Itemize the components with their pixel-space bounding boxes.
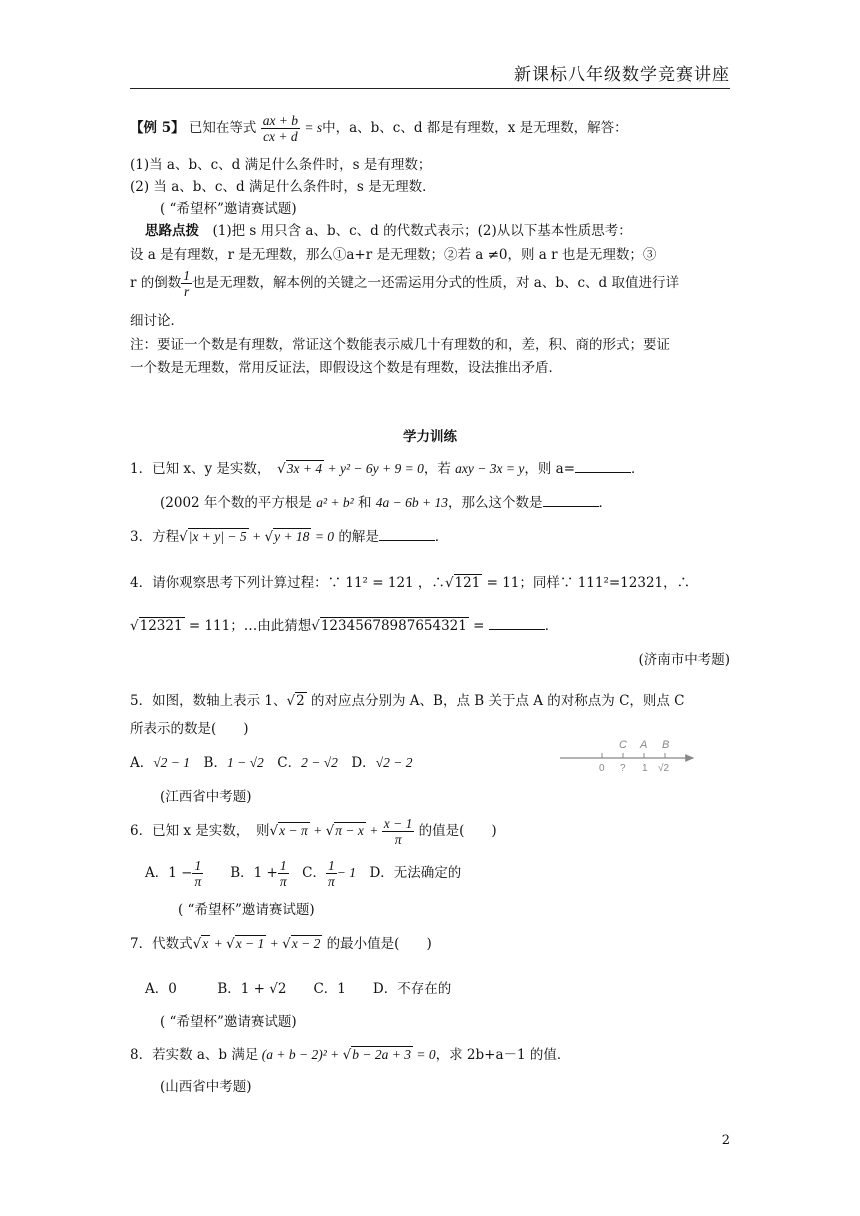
tick-label-q: ? <box>620 763 626 774</box>
problem-6-options: A．1 − $\frac{1}{\pi}$ B．1 + $\frac{1}{\pi}$ C． $\frac{1}{\pi}$ − 1 D．无法确定的 <box>145 858 462 889</box>
problem-4-line-2: √12321 = 111；…由此猜想√12345678987654321 = ． <box>130 618 559 634</box>
label-a: A <box>640 739 648 751</box>
tick-label-sqrt2: √2 <box>658 763 670 774</box>
problem-5-line-2: 所表示的数是( ) <box>130 721 249 737</box>
hint-line-3: r 的倒数 $\frac{1}{r}$ 也是无理数，解本例的关键之一还需运用分式的性质，对 a、b、c、d 取值进行详 <box>130 268 679 299</box>
problem-2: (2002 年个数的平方根是 a² + b² 和 4a − 6b + 13，那么这个数是 ． <box>160 495 613 511</box>
example-q2: (2) 当 a、b、c、d 满足什么条件时，s 是无理数． <box>130 179 436 195</box>
problem-3: 3．方程√|x + y| − 5 + √y + 18 = 0 的解是 ． <box>130 529 449 545</box>
answer-blank <box>543 494 599 507</box>
answer-blank <box>379 528 435 541</box>
stem-fraction: $\frac{ax + b}{cx + d}$ <box>262 113 299 144</box>
hint-line: 思路点拨 (1)把 s 用只含 a、b、c、d 的代数式表示；(2)从以下基本性质思考： <box>145 223 632 239</box>
header-title: 新课标八年级数学竞赛讲座 <box>514 65 730 85</box>
note-line-1: 注：要证一个数是有理数，常证这个数能表示威几十有理数的和，差，积、商的形式；要证 <box>130 337 670 353</box>
problem-1: 1．已知 x、y 是实数， √3x + 4 + y² − 6y + 9 = 0，若 axy − 3x = y，则 a= ． <box>130 461 645 477</box>
header-rule <box>130 88 730 89</box>
problem-4-line-1: 4．请你观察思考下列计算过程：∵ 11² = 121 ，∴√121 = 11；同样∵ 111²=12321，∴ <box>130 575 691 591</box>
hint-line-2: 设 a 是有理数，r 是无理数，那么①a+r 是无理数；②若 a ≠0，则 a r 也是无理数；③ <box>130 247 657 263</box>
example-source: ( “希望杯”邀请赛试题) <box>160 201 297 217</box>
tick-label-0: 0 <box>599 763 605 774</box>
tick-label-1: 1 <box>642 763 648 774</box>
problem-7-options: A．0 B．1 + √2 C．1 D．不存在的 <box>145 981 452 997</box>
answer-blank <box>575 460 631 473</box>
number-line-figure <box>555 733 700 777</box>
label-c: C <box>619 739 627 751</box>
page-number: 2 <box>721 1133 730 1148</box>
problem-4-source: (济南市中考题) <box>638 652 730 668</box>
answer-blank <box>489 617 545 630</box>
problem-6: 6．已知 x 是实数， 则√x − π + √π − x + $\frac{x - 1}{\pi}$ 的值是( ) <box>130 816 497 847</box>
section-title: 学力训练 <box>403 429 457 445</box>
hint-label: 思路点拨 <box>145 223 199 239</box>
hint-line-4: 细讨论． <box>130 313 184 329</box>
problem-5-line-1: 5．如图，数轴上表示 1、√2 的对应点分别为 A、B，点 B 关于点 A 的对称点为 C，则点 C <box>130 693 685 709</box>
problem-7: 7．代数式√x + √x − 1 + √x − 2 的最小值是( ) <box>130 936 432 952</box>
example-label: 【例 5】 <box>130 120 185 136</box>
problem-8: 8．若实数 a、b 满足 (a + b − 2)² + √b − 2a + 3 = 0，求 2b+a－1 的值． <box>130 1047 571 1063</box>
problem-7-source: ( “希望杯”邀请赛试题) <box>160 1014 297 1030</box>
problem-6-source: ( “希望杯”邀请赛试题) <box>178 902 315 918</box>
problem-5-options: A．√2 − 1 B．1 − √2 C．2 − √2 D．√2 − 2 <box>130 755 413 771</box>
problem-8-source: (山西省中考题) <box>160 1079 252 1095</box>
example-q1: (1)当 a、b、c、d 满足什么条件时，s 是有理数； <box>130 157 432 173</box>
problem-5-source: (江西省中考题) <box>160 789 252 805</box>
example-stem: 【例 5】 已知在等式 $\frac{ax + b}{cx + d}$ = s中，a、b、c、d 都是有理数，x 是无理数，解答： <box>130 113 628 144</box>
note-line-2: 一个数是无理数，常用反证法，即假设这个数是有理数，设法推出矛盾． <box>130 360 562 376</box>
label-b: B <box>662 739 670 751</box>
